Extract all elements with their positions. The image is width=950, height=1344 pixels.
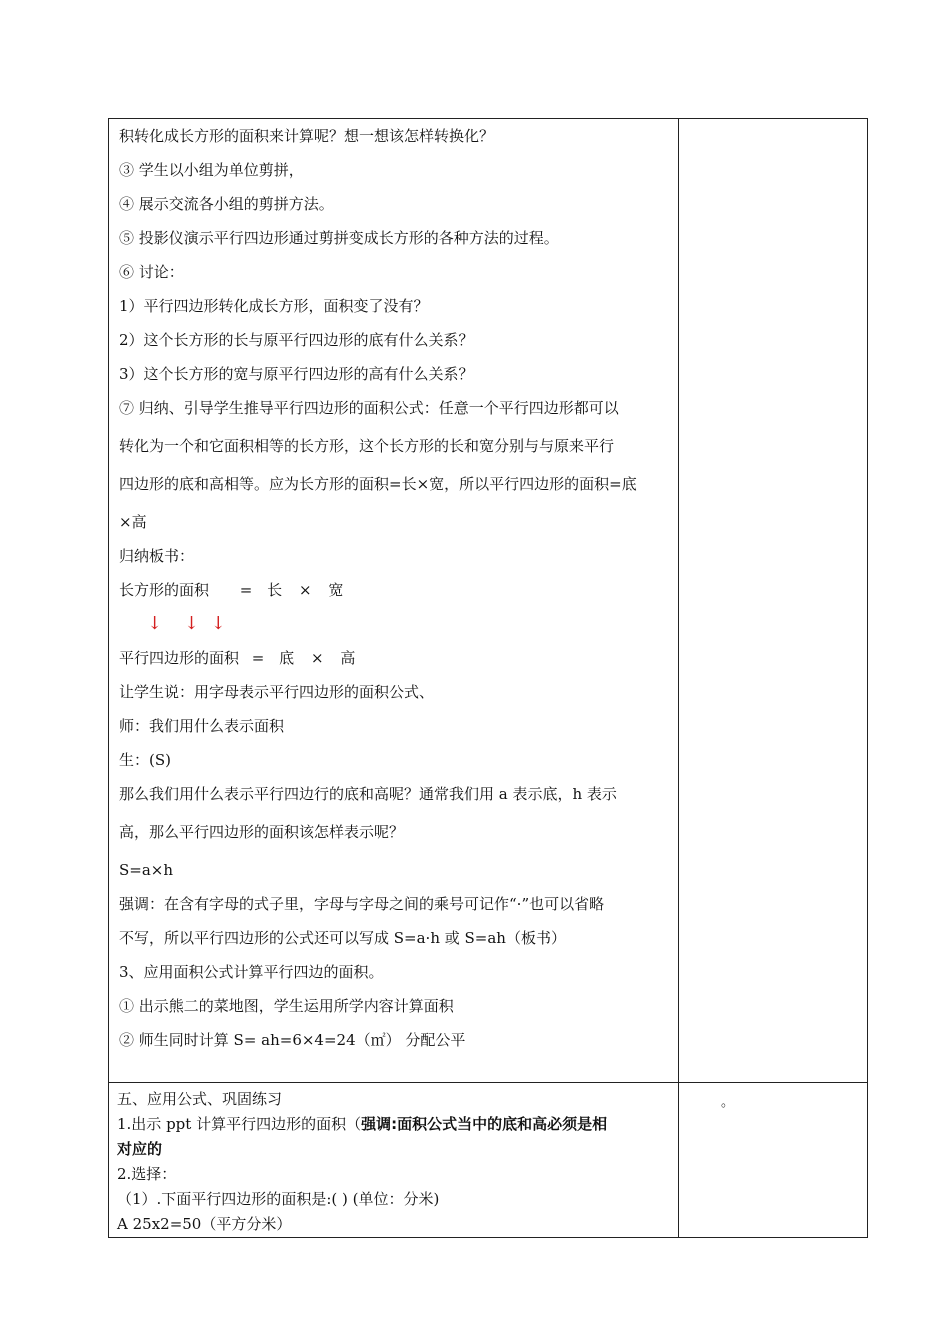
question-1: （1）.下面平行四边形的面积是:( ) (单位：分米)	[117, 1190, 440, 1208]
text-line: 3、应用面积公式计算平行四边的面积。	[119, 963, 384, 981]
main-cell-1	[109, 119, 679, 1083]
text-line: 那么我们用什么表示平行四边行的底和高呢？通常我们用 a 表示底，h 表示	[119, 785, 617, 803]
text-line: ② 师生同时计算 S= ah=6×4=24（㎡） 分配公平	[119, 1031, 466, 1049]
text-line: ×高	[119, 513, 147, 531]
exercise-item-1	[117, 1112, 670, 1137]
text-line: 让学生说：用字母表示平行四边形的面积公式、	[119, 683, 435, 701]
side-mark: 。	[721, 1095, 735, 1110]
section-title: 五、应用公式、巩固练习	[117, 1090, 283, 1108]
item1-text: 1.出示 ppt 计算平行四边形的面积（	[117, 1115, 362, 1133]
item1-emphasis-cont: 对应的	[117, 1140, 163, 1158]
text-line: 高，那么平行四边形的面积该怎样表示呢？	[119, 823, 405, 841]
formula-b: 宽	[328, 581, 344, 599]
exercise-item-2: 2.选择：	[117, 1165, 177, 1183]
text-line: ④ 展示交流各小组的剪拼方法。	[119, 195, 334, 213]
down-arrow-icon: ↓	[210, 613, 226, 634]
formula-label: 长方形的面积	[119, 581, 210, 599]
arrow-row	[119, 611, 670, 645]
lesson-table	[108, 118, 868, 1238]
text-line: 3）这个长方形的宽与原平行四边形的高有什么关系？	[119, 365, 474, 383]
text-line: ⑦ 归纳、引导学生推导平行四边形的面积公式：任意一个平行四边形都可以	[119, 399, 619, 417]
formula-label: 平行四边形的面积	[119, 649, 240, 667]
text-line: 师：我们用什么表示面积	[119, 717, 285, 735]
text-line: 生：(S)	[119, 751, 171, 769]
formula-equals: =	[239, 581, 253, 599]
text-line: ⑥ 讨论：	[119, 263, 184, 281]
text-line: S=a×h	[119, 861, 174, 879]
formula-op: ×	[298, 581, 312, 599]
section2-content	[109, 1083, 678, 1237]
formula-equals: =	[251, 649, 265, 667]
text-line: 不写，所以平行四边形的公式还可以写成 S=a·h 或 S=ah（板书）	[119, 929, 566, 947]
text-line: 强调：在含有字母的式子里，字母与字母之间的乘号可记作“·”也可以省略	[119, 895, 605, 913]
option-a: A 25x2=50（平方分米）	[117, 1215, 292, 1233]
formula-op: ×	[310, 649, 324, 667]
section1-content	[109, 119, 678, 1061]
item1-emphasis: 强调:面积公式当中的底和高必须是相	[361, 1115, 608, 1133]
text-line: ① 出示熊二的菜地图，学生运用所学内容计算面积	[119, 997, 454, 1015]
text-line: 积转化成长方形的面积来计算呢？想一想该怎样转换化？	[119, 127, 495, 145]
text-line: 转化为一个和它面积相等的长方形，这个长方形的长和宽分别与与原来平行	[119, 437, 615, 455]
formula-b: 高	[340, 649, 356, 667]
parallelogram-area-formula	[119, 645, 670, 679]
down-arrow-icon: ↓	[183, 613, 199, 634]
text-line: 四边形的底和高相等。应为长方形的面积=长×宽，所以平行四边形的面积=底	[119, 475, 637, 493]
side-cell-1	[679, 119, 868, 1083]
formula-a: 底	[279, 649, 295, 667]
text-line: 1）平行四边形转化成长方形，面积变了没有？	[119, 297, 429, 315]
text-line: ⑤ 投影仪演示平行四边形通过剪拼变成长方形的各种方法的过程。	[119, 229, 559, 247]
side-cell-2	[679, 1083, 868, 1238]
formula-a: 长	[267, 581, 283, 599]
text-line: ③ 学生以小组为单位剪拼，	[119, 161, 304, 179]
rect-area-formula	[119, 577, 670, 611]
down-arrow-icon: ↓	[147, 613, 163, 634]
main-cell-2	[109, 1083, 679, 1238]
text-line: 归纳板书：	[119, 547, 195, 565]
text-line: 2）这个长方形的长与原平行四边形的底有什么关系？	[119, 331, 474, 349]
